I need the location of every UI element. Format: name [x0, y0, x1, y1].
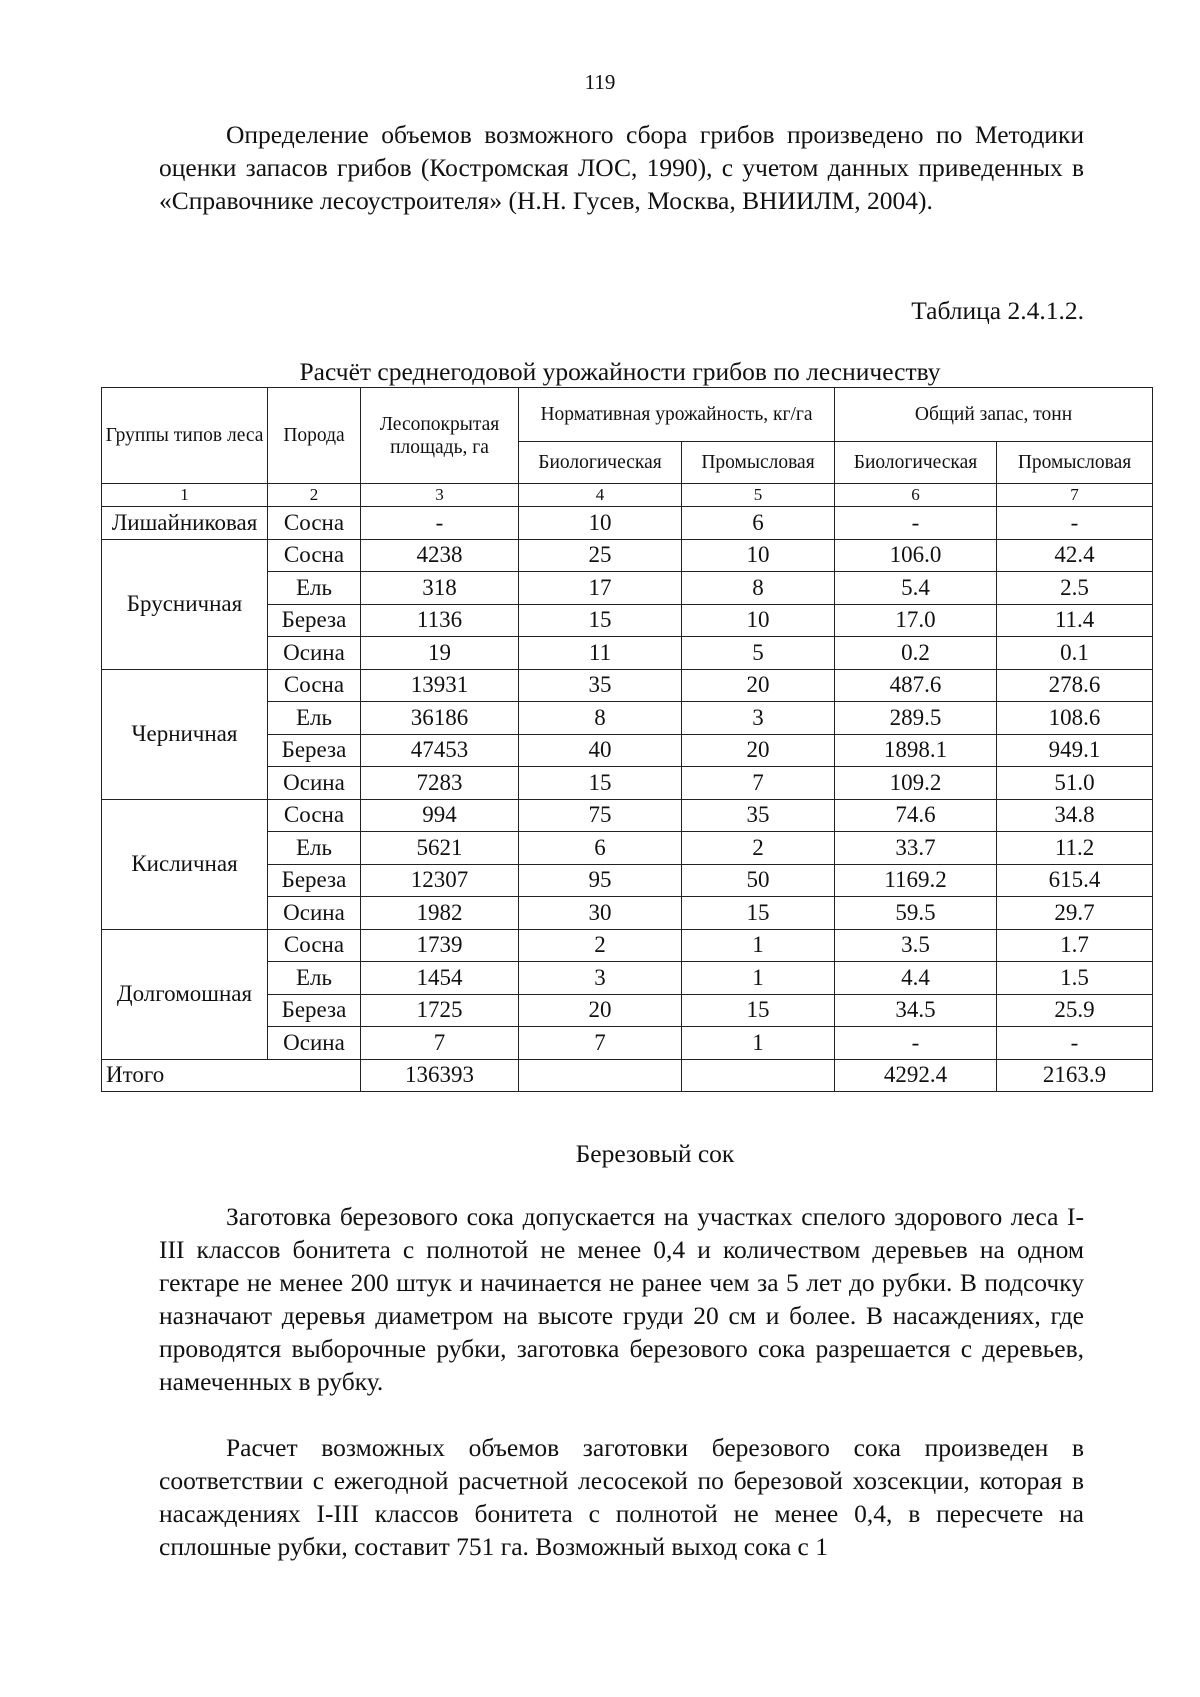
- section-title: Березовый сок: [575, 1139, 735, 1168]
- area-cell: 4238: [361, 539, 519, 572]
- column-number: 5: [682, 484, 835, 507]
- table-row: [102, 669, 1153, 702]
- stock-bio-cell: 34.5: [835, 994, 997, 1027]
- table-row: [102, 799, 1153, 832]
- column-number-row: [102, 484, 1153, 507]
- stock-com-cell: 29.7: [997, 897, 1153, 930]
- stock-com-cell: 25.9: [997, 994, 1153, 1027]
- column-number: 3: [361, 484, 519, 507]
- stock-bio-cell: 1898.1: [835, 734, 997, 767]
- stock-com-cell: 11.2: [997, 832, 1153, 865]
- yield-bio-cell: 2: [519, 929, 682, 962]
- area-cell: 994: [361, 799, 519, 832]
- yield-com-cell: 3: [682, 702, 835, 735]
- area-cell: 1725: [361, 994, 519, 1027]
- table-row: [102, 929, 1153, 962]
- species-cell: Ель: [268, 572, 361, 605]
- species-cell: Осина: [268, 897, 361, 930]
- yield-com-cell: 35: [682, 799, 835, 832]
- yield-bio-cell: 10: [519, 507, 682, 540]
- yield-com-cell: 10: [682, 539, 835, 572]
- header-yield-com: Промысловая: [682, 442, 835, 484]
- yield-com-cell: 50: [682, 864, 835, 897]
- stock-com-cell: 1.5: [997, 962, 1153, 995]
- stock-bio-cell: 109.2: [835, 767, 997, 800]
- species-cell: Осина: [268, 767, 361, 800]
- column-number: 6: [835, 484, 997, 507]
- total-area: 136393: [361, 1059, 519, 1092]
- area-cell: 1739: [361, 929, 519, 962]
- stock-bio-cell: 1169.2: [835, 864, 997, 897]
- yield-com-cell: 1: [682, 1027, 835, 1060]
- species-cell: Ель: [268, 702, 361, 735]
- yield-bio-cell: 75: [519, 799, 682, 832]
- total-yield-bio: [519, 1059, 682, 1092]
- stock-com-cell: -: [997, 1027, 1153, 1060]
- stock-com-cell: 108.6: [997, 702, 1153, 735]
- yield-bio-cell: 40: [519, 734, 682, 767]
- yield-com-cell: 20: [682, 669, 835, 702]
- group-name: Брусничная: [102, 539, 268, 669]
- stock-bio-cell: -: [835, 1027, 997, 1060]
- area-cell: 318: [361, 572, 519, 605]
- yield-bio-cell: 15: [519, 604, 682, 637]
- total-stock-bio: 4292.4: [835, 1059, 997, 1092]
- stock-bio-cell: 33.7: [835, 832, 997, 865]
- total-row: [102, 1059, 1153, 1092]
- yield-com-cell: 7: [682, 767, 835, 800]
- header-stock-bio: Биологическая: [835, 442, 997, 484]
- area-cell: 47453: [361, 734, 519, 767]
- yield-com-cell: 8: [682, 572, 835, 605]
- stock-bio-cell: 74.6: [835, 799, 997, 832]
- table-row: [102, 507, 1153, 540]
- species-cell: Сосна: [268, 929, 361, 962]
- stock-bio-cell: 17.0: [835, 604, 997, 637]
- species-cell: Сосна: [268, 799, 361, 832]
- total-stock-com: 2163.9: [997, 1059, 1153, 1092]
- header-stock-com: Промысловая: [997, 442, 1153, 484]
- birch-paragraph-2: Расчет возможных объемов заготовки березового сока произведен в соответствии с ежегодной расчетной лесосекой по березовой хозсекции, которая в насаждениях I-III классов бонитета с полнотой не менее 0,4, в пересчете на сплошные рубки, составит 751 га. Возможный выход сока с 1: [159, 1433, 1084, 1561]
- species-cell: Сосна: [268, 507, 361, 540]
- yield-com-cell: 2: [682, 832, 835, 865]
- area-cell: 12307: [361, 864, 519, 897]
- yield-bio-cell: 35: [519, 669, 682, 702]
- species-cell: Береза: [268, 864, 361, 897]
- species-cell: Осина: [268, 637, 361, 670]
- yield-bio-cell: 6: [519, 832, 682, 865]
- area-cell: 7: [361, 1027, 519, 1060]
- yield-bio-cell: 30: [519, 897, 682, 930]
- stock-bio-cell: 4.4: [835, 962, 997, 995]
- column-number: 4: [519, 484, 682, 507]
- stock-com-cell: 11.4: [997, 604, 1153, 637]
- yield-bio-cell: 8: [519, 702, 682, 735]
- stock-com-cell: 42.4: [997, 539, 1153, 572]
- yield-bio-cell: 20: [519, 994, 682, 1027]
- yield-com-cell: 20: [682, 734, 835, 767]
- stock-com-cell: 615.4: [997, 864, 1153, 897]
- yield-bio-cell: 11: [519, 637, 682, 670]
- area-cell: 13931: [361, 669, 519, 702]
- species-cell: Сосна: [268, 669, 361, 702]
- yield-com-cell: 5: [682, 637, 835, 670]
- species-cell: Береза: [268, 994, 361, 1027]
- column-number: 2: [268, 484, 361, 507]
- header-norm-yield: Нормативная урожайность, кг/га: [519, 388, 835, 442]
- yield-com-cell: 15: [682, 994, 835, 1027]
- mushroom-yield-table: [101, 387, 1153, 1092]
- column-number: 1: [102, 484, 268, 507]
- area-cell: 1982: [361, 897, 519, 930]
- stock-bio-cell: 0.2: [835, 637, 997, 670]
- stock-bio-cell: 5.4: [835, 572, 997, 605]
- area-cell: 1454: [361, 962, 519, 995]
- area-cell: 1136: [361, 604, 519, 637]
- page-number: 119: [584, 70, 616, 94]
- stock-bio-cell: 487.6: [835, 669, 997, 702]
- stock-com-cell: 278.6: [997, 669, 1153, 702]
- species-cell: Береза: [268, 734, 361, 767]
- table-row: [102, 539, 1153, 572]
- species-cell: Осина: [268, 1027, 361, 1060]
- stock-com-cell: 51.0: [997, 767, 1153, 800]
- yield-bio-cell: 25: [519, 539, 682, 572]
- area-cell: -: [361, 507, 519, 540]
- yield-com-cell: 1: [682, 929, 835, 962]
- stock-bio-cell: 59.5: [835, 897, 997, 930]
- species-cell: Ель: [268, 962, 361, 995]
- group-name: Долгомошная: [102, 929, 268, 1059]
- header-species: Порода: [268, 388, 361, 484]
- stock-bio-cell: 3.5: [835, 929, 997, 962]
- group-name: Черничная: [102, 669, 268, 799]
- header-yield-bio: Биологическая: [519, 442, 682, 484]
- species-cell: Сосна: [268, 539, 361, 572]
- yield-bio-cell: 17: [519, 572, 682, 605]
- table-caption: Расчёт среднегодовой урожайности грибов по лесничеству: [299, 357, 941, 386]
- area-cell: 36186: [361, 702, 519, 735]
- species-cell: Ель: [268, 832, 361, 865]
- species-cell: Береза: [268, 604, 361, 637]
- stock-bio-cell: 106.0: [835, 539, 997, 572]
- stock-com-cell: 2.5: [997, 572, 1153, 605]
- yield-bio-cell: 3: [519, 962, 682, 995]
- area-cell: 7283: [361, 767, 519, 800]
- area-cell: 19: [361, 637, 519, 670]
- header-total-stock: Общий запас, тонн: [835, 388, 1153, 442]
- total-yield-com: [682, 1059, 835, 1092]
- area-cell: 5621: [361, 832, 519, 865]
- header-forest-group: Группы типов леса: [102, 388, 268, 484]
- table-label: Таблица 2.4.1.2.: [911, 296, 1084, 325]
- header-area: Лесопокрытая площадь, га: [361, 388, 519, 484]
- stock-com-cell: 1.7: [997, 929, 1153, 962]
- birch-paragraph-1: Заготовка березового сока допускается на участках спелого здорового леса I-III классов бонитета с полнотой не менее 0,4 и количеством деревьев на одном гектаре не менее 200 штук и начинается не ранее чем за 5 лет до рубки. В подсочку назначают деревья диаметром на высоте груди 20 см и более. В насаждениях, где проводятся выборочные рубки, заготовка березового сока разрешается с деревьев, намеченных в рубку.: [159, 1202, 1084, 1396]
- yield-bio-cell: 95: [519, 864, 682, 897]
- stock-com-cell: 949.1: [997, 734, 1153, 767]
- group-name: Кисличная: [102, 799, 268, 929]
- column-number: 7: [997, 484, 1153, 507]
- yield-com-cell: 6: [682, 507, 835, 540]
- total-label: Итого: [102, 1059, 361, 1092]
- stock-com-cell: -: [997, 507, 1153, 540]
- stock-com-cell: 0.1: [997, 637, 1153, 670]
- stock-bio-cell: 289.5: [835, 702, 997, 735]
- intro-paragraph: Определение объемов возможного сбора грибов произведено по Методики оценки запасов грибов (Костромская ЛОС, 1990), с учетом данных приведенных в «Справочнике лесоустроителя» (Н.Н. Гусев, Москва, ВНИИЛМ, 2004).: [159, 120, 1084, 215]
- stock-bio-cell: -: [835, 507, 997, 540]
- group-name: Лишайниковая: [102, 507, 268, 540]
- yield-bio-cell: 15: [519, 767, 682, 800]
- yield-com-cell: 15: [682, 897, 835, 930]
- yield-com-cell: 1: [682, 962, 835, 995]
- stock-com-cell: 34.8: [997, 799, 1153, 832]
- yield-com-cell: 10: [682, 604, 835, 637]
- yield-bio-cell: 7: [519, 1027, 682, 1060]
